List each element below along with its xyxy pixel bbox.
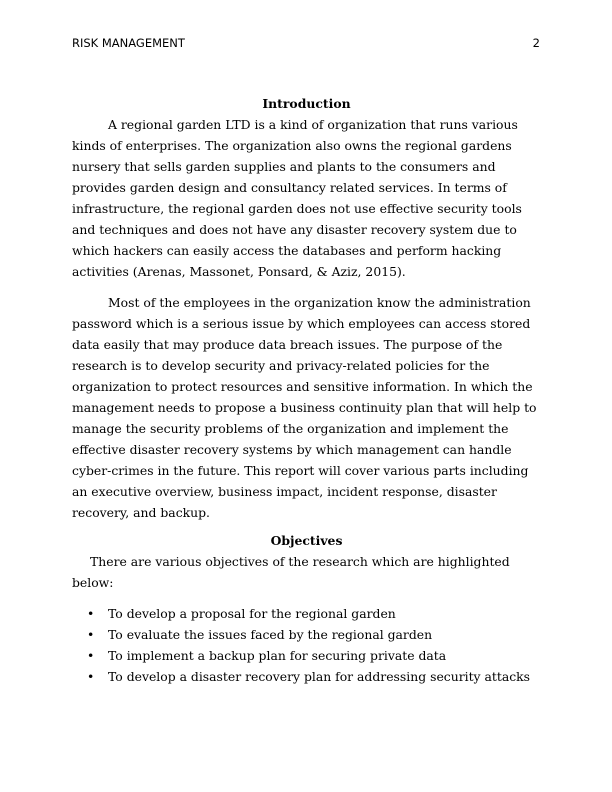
list-item-text: To implement a backup plan for securing private data [108, 648, 447, 663]
list-item-text: To develop a disaster recovery plan for addressing security attacks [108, 669, 531, 684]
introduction-paragraph-2: Most of the employees in the organization know the administration password which is a serious issue by which employees can access stored data easily that may produce data breach issues. The purpose of the research is to develop security and privacy-related policies for the organization to protect resources and sensitive information. In which the management needs to propose a business continuity plan that will help to manage the security problems of the organization and implement the effective disaster recovery systems by which management can handle cyber-crimes in the future. This report will cover various parts including an executive overview, business impact, incident response, disaster recovery, and backup. [72, 295, 537, 520]
introduction-heading: Introduction [262, 96, 351, 111]
list-item-text: To evaluate the issues faced by the regional garden [108, 627, 433, 642]
list-item [72, 645, 541, 666]
document-body [72, 94, 541, 687]
introduction-paragraph-1: A regional garden LTD is a kind of organization that runs various kinds of enterprises. The organization also owns the regional gardens nursery that sells garden supplies and plants to the consumers and provides garden design and consultancy related services. In terms of infrastructure, the regional garden does not use effective security tools and techniques and does not have any disaster recovery system due to which hackers can easily access the databases and perform hacking activities (Arenas, Massonet, Ponsard, & Aziz, 2015). [72, 117, 522, 279]
page-number: 2 [532, 36, 540, 50]
list-item-text: To develop a proposal for the regional garden [108, 606, 396, 621]
bullet-icon: • [87, 606, 95, 621]
running-head: RISK MANAGEMENT [72, 36, 185, 50]
bullet-icon: • [87, 648, 95, 663]
bullet-icon: • [87, 627, 95, 642]
objectives-heading: Objectives [270, 533, 343, 548]
list-item [72, 603, 541, 624]
bullet-icon: • [87, 669, 95, 684]
objectives-list [72, 603, 541, 687]
list-item [72, 624, 541, 645]
list-item [72, 666, 541, 687]
page-header [72, 36, 540, 50]
objectives-intro: There are various objectives of the research which are highlighted below: [72, 554, 510, 590]
